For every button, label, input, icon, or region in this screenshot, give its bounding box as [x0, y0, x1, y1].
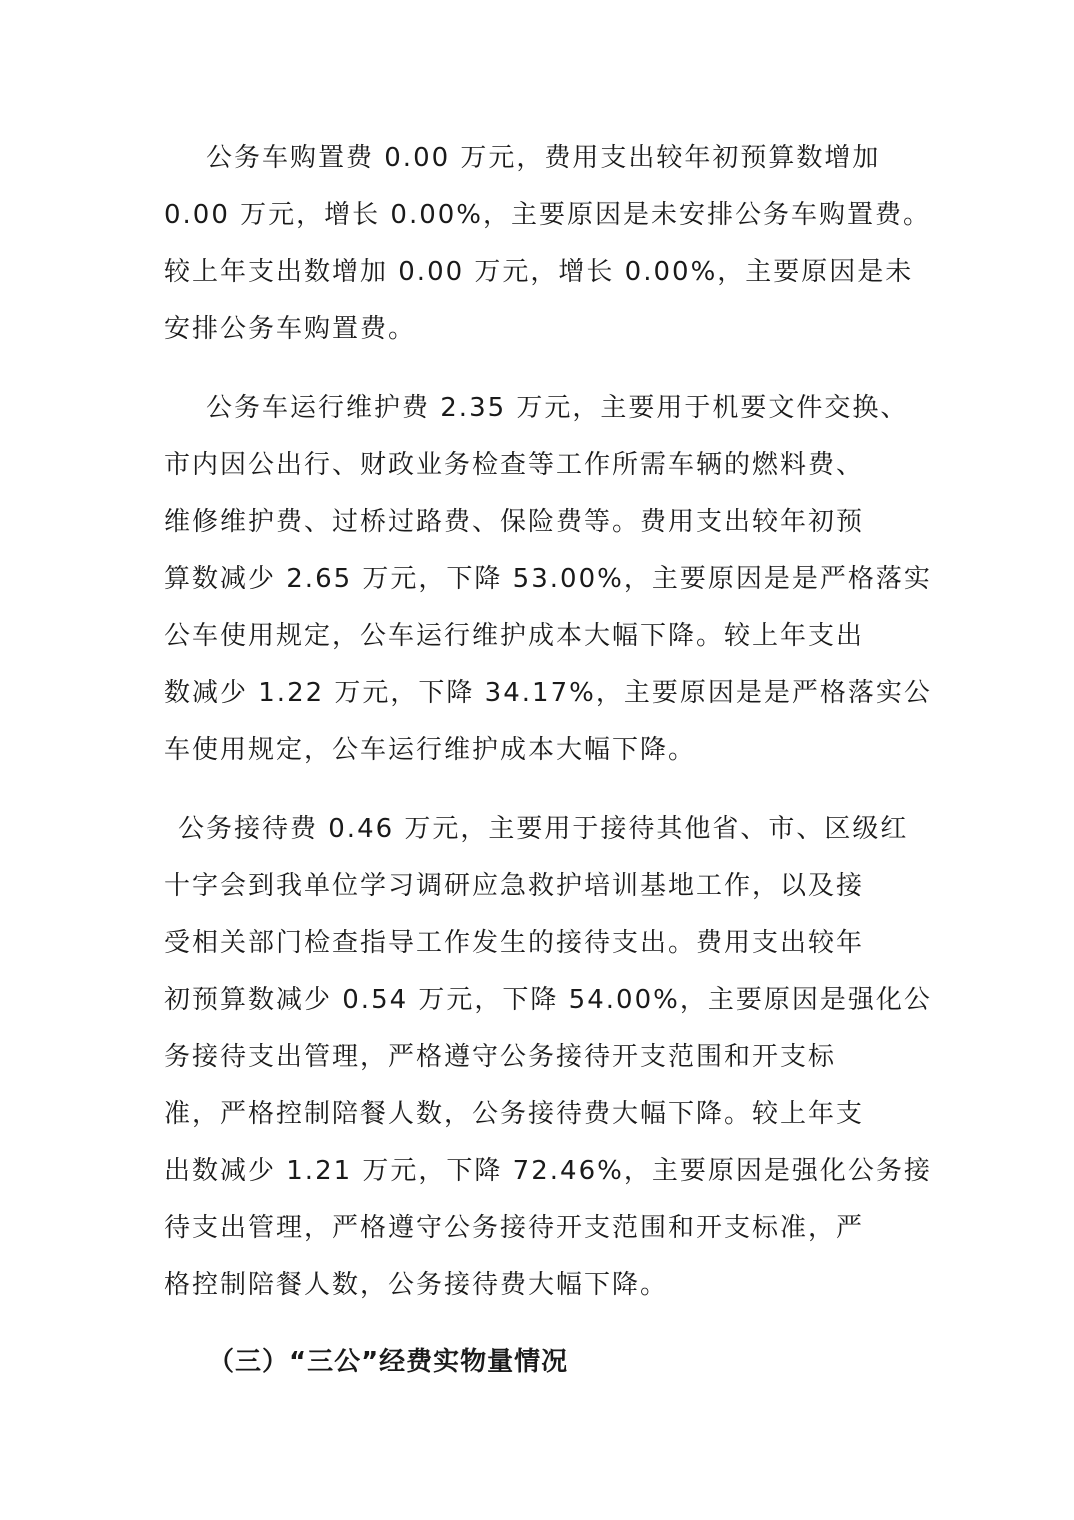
text-line: 初预算数减少 0.54 万元，下降 54.00%，主要原因是强化公	[164, 985, 932, 1015]
text-line: 0.00 万元，增长 0.00%，主要原因是未安排公务车购置费。	[164, 200, 932, 230]
text-line: 准，严格控制陪餐人数，公务接待费大幅下降。较上年支	[164, 1099, 865, 1129]
text-line: 市内因公出行、财政业务检查等工作所需车辆的燃料费、	[164, 450, 865, 480]
text-line: 公务车运行维护费 2.35 万元，主要用于机要文件交换、	[206, 393, 909, 423]
text-line: 公车使用规定，公车运行维护成本大幅下降。较上年支出	[164, 621, 865, 651]
text-line: 受相关部门检查指导工作发生的接待支出。费用支出较年	[164, 928, 865, 958]
text-line: 车使用规定，公车运行维护成本大幅下降。	[164, 735, 697, 765]
text-line: 务接待支出管理，严格遵守公务接待开支范围和开支标	[164, 1042, 837, 1072]
text-line: 出数减少 1.21 万元，下降 72.46%，主要原因是强化公务接	[164, 1156, 932, 1186]
text-line: 格控制陪餐人数，公务接待费大幅下降。	[164, 1270, 669, 1300]
text-line: 较上年支出数增加 0.00 万元，增长 0.00%，主要原因是未	[164, 257, 914, 287]
section-heading: （三）“三公”经费实物量情况	[208, 1347, 569, 1377]
text-line: 待支出管理，严格遵守公务接待开支范围和开支标准，严	[164, 1213, 865, 1243]
text-line: 数减少 1.22 万元，下降 34.17%，主要原因是是严格落实公	[164, 678, 932, 708]
text-line: 十字会到我单位学习调研应急救护培训基地工作，以及接	[164, 871, 865, 901]
text-line: 公务车购置费 0.00 万元，费用支出较年初预算数增加	[206, 143, 881, 173]
text-line: 算数减少 2.65 万元，下降 53.00%，主要原因是是严格落实	[164, 564, 932, 594]
text-line: 安排公务车购置费。	[164, 314, 417, 344]
text-line: 维修维护费、过桥过路费、保险费等。费用支出较年初预	[164, 507, 865, 537]
text-line: 公务接待费 0.46 万元，主要用于接待其他省、市、区级红	[178, 814, 909, 844]
